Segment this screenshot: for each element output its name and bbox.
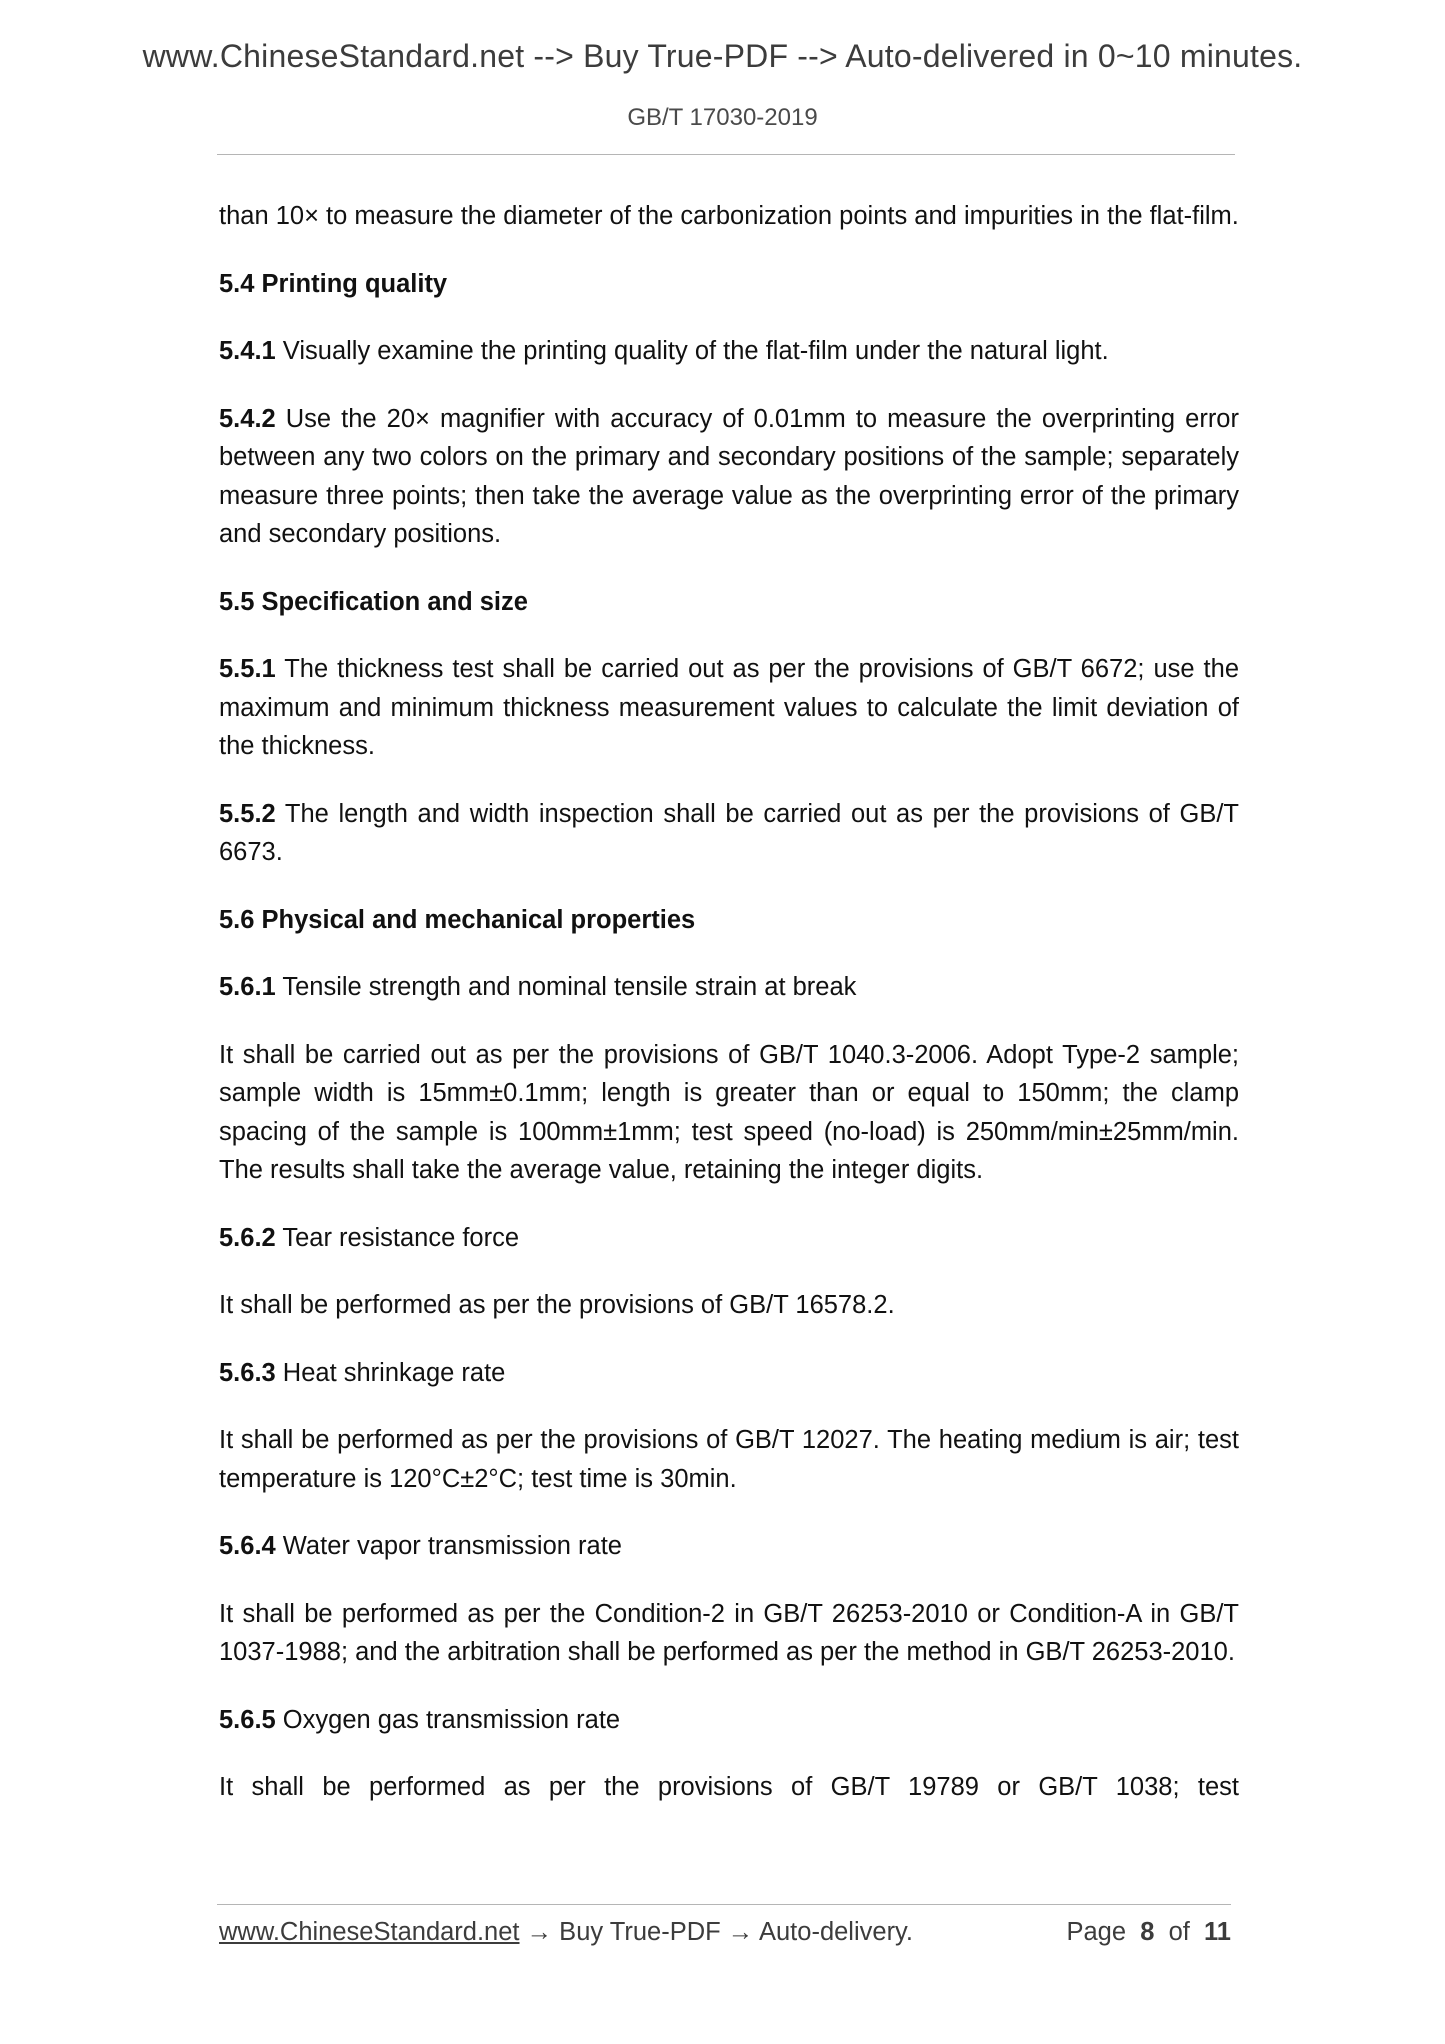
- clause-number: 5.6.4: [219, 1532, 276, 1560]
- footer-tagline: → Buy True-PDF → Auto-delivery.: [519, 1918, 913, 1946]
- page-label: Page: [1066, 1918, 1127, 1946]
- clause-text: Use the 20× magnifier with accuracy of 0.01mm to measure the overprinting error between any two colors on the primary and secondary positions of the sample; separately measure three points; then take the average value as the overprinting error of the primary and secondary positions.: [219, 404, 1239, 548]
- footer-site-link[interactable]: www.ChineseStandard.net: [219, 1918, 520, 1946]
- page-footer: [219, 1918, 1231, 1947]
- clause-number: 5.6.5: [219, 1705, 276, 1734]
- clause-number: 5.6.2: [219, 1223, 276, 1252]
- clause-number: 5.6.3: [219, 1358, 276, 1387]
- clause-text: Tensile strength and nominal tensile strain at break: [275, 973, 857, 1001]
- page-indicator: [1066, 1918, 1231, 1947]
- clause-5-4-1: [219, 332, 1239, 371]
- footer-left: [219, 1918, 913, 1947]
- header-banner: www.ChineseStandard.net --> Buy True-PDF --> Auto-delivered in 0~10 minutes.: [142, 38, 1303, 74]
- paragraph-5-6-4: It shall be performed as per the Condition-2 in GB/T 26253-2010 or Condition-A in GB/T 1037-1988; and the arbitration shall be performed as per the method in GB/T 26253-2010.: [219, 1599, 1239, 1666]
- clause-text: Water vapor transmission rate: [275, 1532, 622, 1560]
- heading-5-5: 5.5 Specification and size: [219, 587, 528, 616]
- clause-text: The length and width inspection shall be carried out as per the provisions of GB/T 6673.: [219, 799, 1239, 866]
- clause-number: 5.5.1: [219, 655, 276, 683]
- clause-5-5-1: [219, 650, 1239, 766]
- clause-text: Visually examine the printing quality of the flat-film under the natural light.: [275, 337, 1109, 365]
- clause-number: 5.4.1: [219, 337, 276, 365]
- clause-5-6-5: [219, 1701, 1239, 1740]
- of-label: of: [1168, 1918, 1190, 1946]
- clause-5-6-1: [219, 968, 1239, 1007]
- clause-5-4-2: [219, 400, 1239, 554]
- paragraph-5-6-5: It shall be performed as per the provisions of GB/T 19789 or GB/T 1038; test: [219, 1773, 1239, 1801]
- footer-divider: [217, 1904, 1231, 1905]
- paragraph-continued: than 10× to measure the diameter of the carbonization points and impurities in the flat-film.: [219, 202, 1239, 230]
- clause-text: Heat shrinkage rate: [275, 1358, 506, 1387]
- clause-number: 5.5.2: [219, 799, 276, 828]
- paragraph-5-6-2: It shall be performed as per the provisions of GB/T 16578.2.: [219, 1291, 895, 1319]
- heading-5-6: 5.6 Physical and mechanical properties: [219, 905, 696, 934]
- clause-5-5-2: [219, 795, 1239, 872]
- document-body: [219, 197, 1239, 1807]
- clause-number: 5.4.2: [219, 404, 276, 433]
- clause-text: The thickness test shall be carried out as per the provisions of GB/T 6672; use the maximum and minimum thickness measurement values to calculate the limit deviation of the thickness.: [219, 655, 1239, 760]
- clause-5-6-2: [219, 1219, 1239, 1258]
- clause-text: Oxygen gas transmission rate: [275, 1705, 621, 1734]
- paragraph-5-6-1: It shall be carried out as per the provisions of GB/T 1040.3-2006. Adopt Type-2 sample; sample width is 15mm±0.1mm; length is greater than or equal to 150mm; the clamp spacing of the sample is 100mm±1mm; test speed (no-load) is 250mm/min±25mm/min. The results shall take the average value, retaining the integer digits.: [219, 1040, 1239, 1184]
- clause-5-6-3: [219, 1354, 1239, 1393]
- clause-text: Tear resistance force: [275, 1223, 520, 1252]
- clause-number: 5.6.1: [219, 973, 276, 1001]
- document-code: GB/T 17030-2019: [627, 104, 818, 131]
- heading-5-4: 5.4 Printing quality: [219, 269, 448, 298]
- page-number: 8: [1140, 1918, 1155, 1946]
- header-divider: [217, 154, 1235, 155]
- page-total: 11: [1204, 1918, 1231, 1946]
- paragraph-5-6-3: It shall be performed as per the provisions of GB/T 12027. The heating medium is air; test temperature is 120°C±2°C; test time is 30min.: [219, 1426, 1239, 1493]
- clause-5-6-4: [219, 1527, 1239, 1566]
